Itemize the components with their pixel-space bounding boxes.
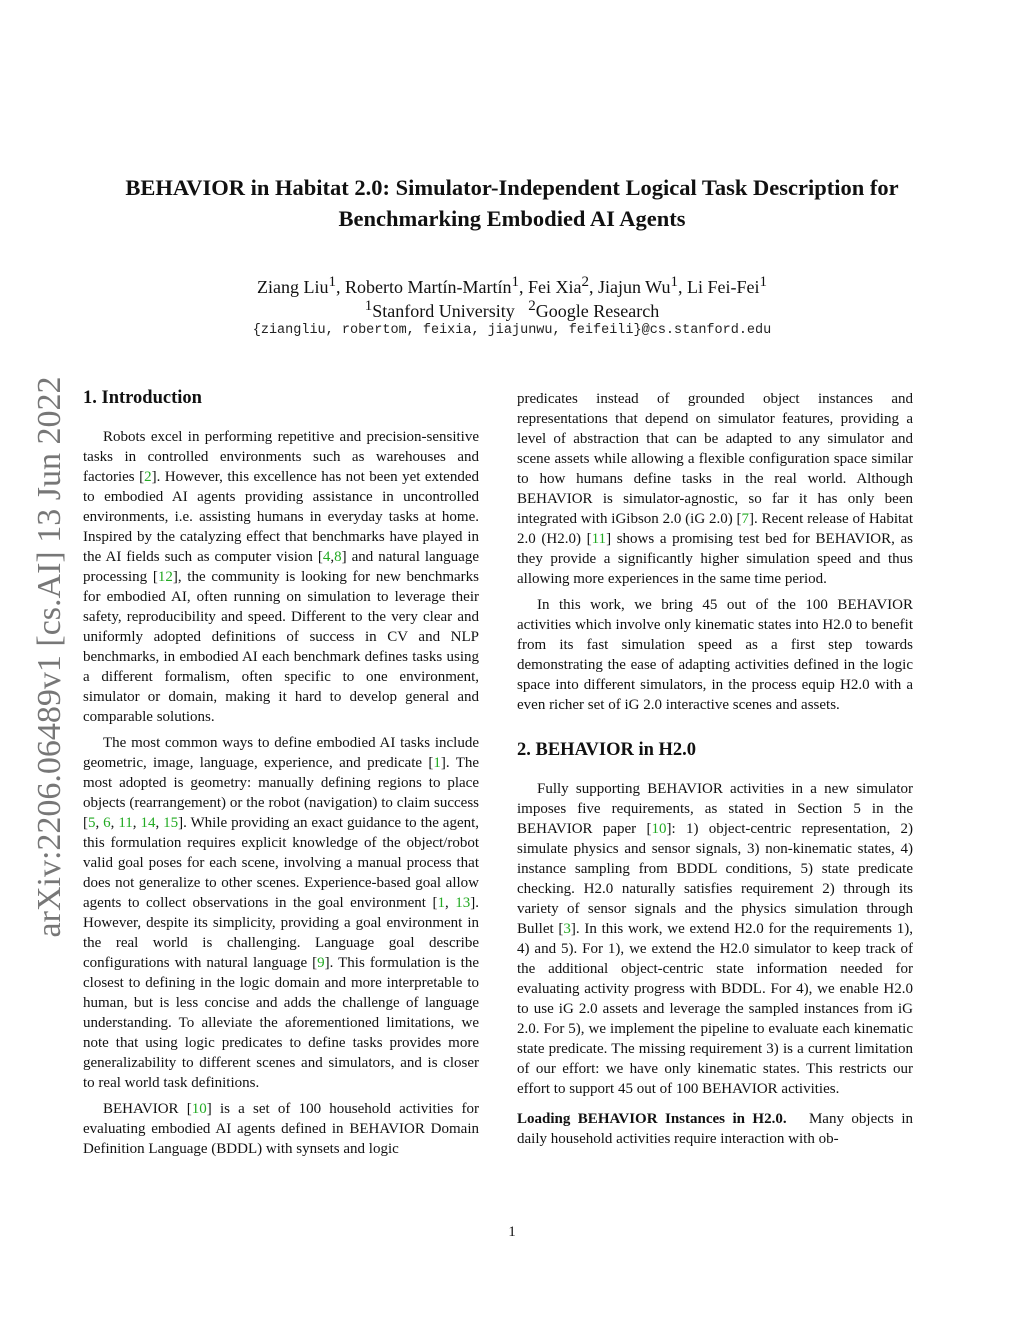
arxiv-stamp [30,372,70,942]
author-5: Li Fei-Fei [686,277,760,297]
citation-link[interactable]: 4 [322,549,331,565]
citation-link[interactable]: 6 [103,815,111,831]
citation-link[interactable]: 9 [317,955,325,971]
author-4: Jiajun Wu [598,277,671,297]
citation-link[interactable]: 11 [591,531,607,547]
paragraph: The most common ways to define embodied AI tasks include geometric, image, language, experience, and predicate [1]. The most adopted is geometry: manually defining regions to place objects (rearrangement) or the robot (navigation) to claim success [5, 6, 11, 14, 15]. While providing an exact guidance to the agent, this formulation requires explicit knowledge of the object/robot valid goal poses for each scene, involving a manual process that does not generalize to other scenes. Experience-based goal allow agents to collect observations in the goal environment [1, 13]. However, despite its simplicity, providing a goal environment in the real world is challenging. Language goal describe configurations with natural language [9]. This formulation is the closest to defining in the logic domain and more interpretable to human, but is less concise and adds the challenge of language understanding. To alleviate the aforementioned limitations, we note that using logic predicates to define tasks provides more generalizability to different scenes and simulators, and is closer to real world task definitions. [83,735,480,1091]
citation-link[interactable]: 8 [334,549,342,565]
affiliation-1: Stanford University [372,301,515,321]
citation-link[interactable]: 15 [163,815,179,831]
title-line-1: BEHAVIOR in Habitat 2.0: Simulator-Independent Logical Task Description for [125,175,899,200]
paragraph: BEHAVIOR [10] is a set of 100 household activities for evaluating embodied AI agents defined in BEHAVIOR Domain Definition Language (BDDL) with synsets and logic [83,1101,479,1157]
section-title-introduction: 1. Introduction [83,388,202,408]
section-title-behavior-in-h2: 2. BEHAVIOR in H2.0 [517,740,697,760]
affiliations: $^1$Stanford University $^2$Google Research [364,298,660,321]
author-3: Fei Xia [528,277,582,297]
right-column [517,389,913,1155]
author-emails: {ziangliu, robertom, feixia, jiajunwu, feifeili}@cs.stanford.edu [252,323,772,338]
citation-link[interactable]: 13 [455,895,471,911]
paragraph: predicates instead of grounded object instances and representations that depend on simulator features, providing a level of abstraction that can be adapted to any simulator and scene assets while allowing a flexible configuration space similar to how humans define tasks in the real world. Although BEHAVIOR is simulator-agnostic, so far it has only been integrated with iGibson 2.0 (iG 2.0) [7]. Recent release of Habitat 2.0 (H2.0) [11] shows a promising test bed for BEHAVIOR, as they provide a significantly higher simulation speed and thus allowing more experiences in the same time period. [517,391,913,587]
author-1: Ziang Liu [257,277,329,297]
citation-link[interactable]: 10 [651,821,667,837]
citation-link[interactable]: 14 [140,815,156,831]
citation-link[interactable]: 1 [433,755,441,771]
author-2: Roberto Martín-Martín [345,277,512,297]
citation-link[interactable]: 11 [118,815,133,831]
runin-heading: Loading BEHAVIOR Instances in H2.0. [517,1111,787,1127]
paragraph: Robots excel in performing repetitive and precision-sensitive tasks in controlled environments such as warehouses and factories [2]. However, this excellence has not been yet extended to embodied AI agents providing assistance in uncontrolled environments, i.e. assisting humans in everyday tasks at home. Inspired by the catalyzing effect that benchmarks have played in the AI fields such as computer vision [4,8] and natural language processing [12], the community is looking for new benchmarks for embodied AI, often running on simulation to leverage their safety, reproducibility and speed. Different to the very clear and uniformly adopted definitions of success in CV and NLP benchmarks, in embodied AI each benchmark defines tasks using a different formalism, often specific to one environment, simulator or domain, making it hard to develop general and comparable solutions. [83,429,479,725]
citation-link[interactable]: 10 [191,1101,207,1117]
author-list: Ziang Liu$^1$, Roberto Martín-Martín$^1$, Fei Xia$^2$, Jiajun Wu$^1$, Li Fei-Fei$^1$ [257,274,767,297]
paragraph: Fully supporting BEHAVIOR activities in a new simulator imposes five requirements, as stated in Section 5 in the BEHAVIOR paper [10]: 1) object-centric representation, 2) simulate physics and sensor signals, 3) non-kinematic states, 4) instance sampling from BDDL conditions, 5) state predicate checking. H2.0 naturally satisfies requirement 2) through its variety of sensor signals and the physics simulation through Bullet [3]. In this work, we extend H2.0 for the requirements 1), 4) and 5). For 1), we extend the H2.0 simulator to keep track of the additional object-centric state information needed for evaluating activity progress with BDDL. For 4), we enable H2.0 to use iG 2.0 assets and leverage the sampled instances from iG 2.0. For 5), we implement the pipeline to evaluate each kinematic state predicate. The missing requirement 3) is a current limitation of our effort: we have only kinematic states. This restricts our effort to support 45 out of 100 BEHAVIOR activities. [517,781,914,1097]
citation-link[interactable]: 1 [437,895,445,911]
paragraph: Loading BEHAVIOR Instances in H2.0. Many objects in daily household activities require interaction with ob- [517,1111,914,1147]
left-column [83,385,479,1165]
paper-title [60,172,964,234]
citation-link[interactable]: 7 [741,511,750,527]
page-number: 1 [508,1224,516,1240]
arxiv-id: arXiv:2206.06489v1 [cs.AI] 13 Jun 2022 [31,376,68,938]
citation-link[interactable]: 5 [88,815,96,831]
citation-link[interactable]: 2 [144,469,152,485]
citation-link[interactable]: 3 [563,921,571,937]
citation-link[interactable]: 12 [157,569,173,585]
paragraph: In this work, we bring 45 out of the 100 BEHAVIOR activities which involve only kinematic states into H2.0 to benefit from its fast simulation speed as a first step towards demonstrating the ease of adapting activities defined in the logic space into different simulators, in the process equip H2.0 with a even richer set of iG 2.0 interactive scenes and assets. [517,597,913,713]
title-line-2: Benchmarking Embodied AI Agents [338,206,686,231]
affiliation-2: Google Research [535,301,660,321]
